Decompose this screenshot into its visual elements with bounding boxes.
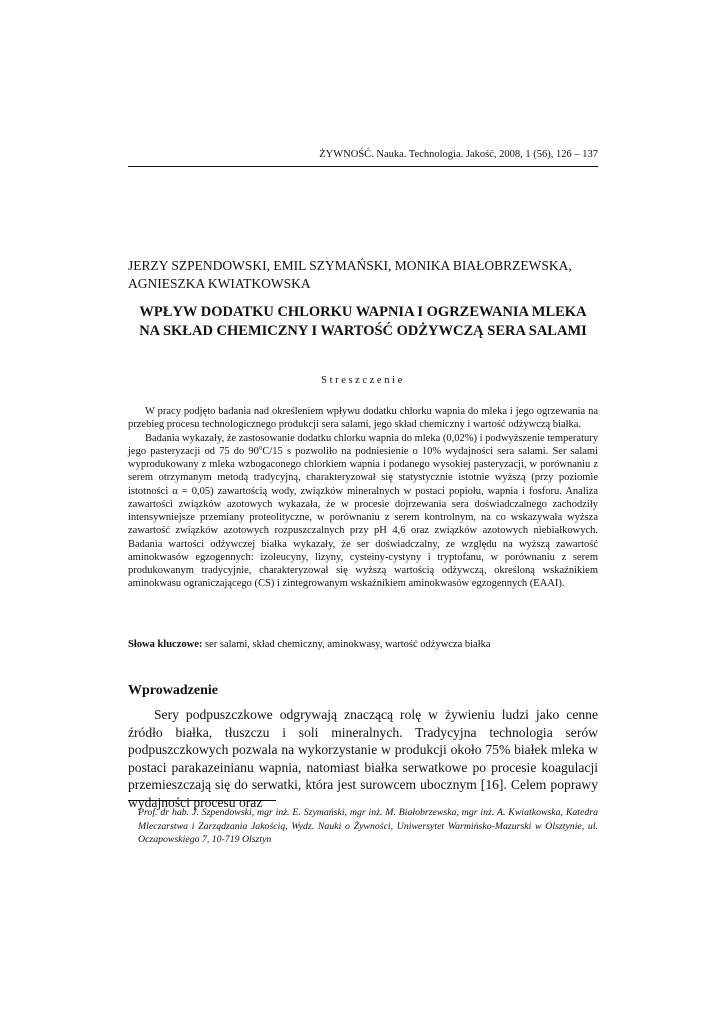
header-rule <box>128 166 598 167</box>
degree-superscript: o <box>258 443 263 452</box>
abstract-paragraph-2 <box>128 432 598 591</box>
title-line-2: NA SKŁAD CHEMICZNY I WARTOŚĆ ODŻYWCZĄ SERA SALAMI <box>139 323 587 339</box>
abstract-paragraph-1: W pracy podjęto badania nad określeniem wpływu dodatku chlorku wapnia do mleka i jego ogrzewania na przebieg procesu technologicznego produkcji sera salami, jego skład chemiczny i wartość odżywczą białka. <box>128 406 598 431</box>
introduction-paragraph-1: Sery podpuszczkowe odgrywają znaczącą rolę w żywieniu ludzi jako cenne źródło białka, tłuszczu i soli mineralnych. Tradycyjna technologia serów podpuszczkowych pozwala na wykorzystanie w produkcji około 75% białek mleka w postaci parakazeinianu wapnia, natomiast białka serwatkowe po procesie koagulacji przemieszczają się do serwatki, która jest surowcem ubocznym [16]. Celem poprawy wydajności procesu oraz <box>128 707 598 810</box>
title-line-1: WPŁYW DODATKU CHLORKU WAPNIA I OGRZEWANIA MLEKA <box>139 304 587 320</box>
authors-line-2: AGNIESZKA KWIATKOWSKA <box>128 275 311 291</box>
authors-line-1: JERZY SZPENDOWSKI, EMIL SZYMAŃSKI, MONIKA BIAŁOBRZEWSKA, <box>128 258 572 273</box>
article-title <box>118 303 608 341</box>
introduction-body <box>128 706 598 812</box>
author-list <box>128 257 598 292</box>
abstract-heading: Streszczenie <box>321 375 405 386</box>
abstract-paragraph-2-part-1: Badania wykazały, że zastosowanie dodatku chlorku wapnia do mleka (0,02%) i podwyższenie temperatury jego pasteryzacji od 75 do 90 <box>128 432 598 457</box>
journal-running-head: ŻYWNOŚĆ. Nauka. Technologia. Jakość, 2008, 1 (56), 126 – 137 <box>319 149 598 160</box>
keywords <box>128 638 598 651</box>
author-affiliation-footnote: Prof. dr hab. J. Szpendowski, mgr inż. E. Szymański, mgr inż. M. Białobrzewska, mgr inż. A. Kwiatkowska, Katedra Mleczarstwa i Zarządzania Jakością, Wydz. Nauki o Żywności, Uniwersytet Warmińsko-Mazurski w Olsztynie, ul. Oczapowskiego 7, 10-719 Olsztyn <box>138 807 598 845</box>
keywords-label: Słowa kluczowe: <box>128 639 203 650</box>
keywords-text: ser salami, skład chemiczny, aminokwasy, wartość odżywcza białka <box>202 639 491 650</box>
abstract-paragraph-2-part-2: C/15 s pozwoliło na podniesienie o 10% wydajności sera salami. Ser salami wyprodukowany z mleka wzbogaconego chlorkiem wapnia i podanego wysokiej pasteryzacji, w porównaniu z serem otrzymanym metodą tradycyjną, charakteryzował się statystycznie istotnie wyższą (przy poziomie istotności α = 0,05) zawartością wody, związków mineralnych w postaci popiołu, wapnia i fosforu. Analiza zawartości związków azotowych wykazała, że w procesie dojrzewania sera doświadczalnego zachodziły intensywniejsze przemiany proteolityczne, w porównaniu z serem kontrolnym, na co wskazywała wyższa zawartość związków azotowych rozpuszczalnych przy pH 4,6 oraz związków azotowych niebiałkowych. Badania wartości odżywczej białka wykazały, że ser doświadczalny, ze względu na wyższą zawartość aminokwasów egzogennych: izoleucyny, lizyny, cysteiny-cystyny i tryptofanu, w porównaniu z serem produkowanym tradycyjnie, charakteryzował się wyższą wartością odżywczą, określoną wskaźnikiem aminokwasu ograniczającego (CS) i zintegrowanym wskaźnikiem aminokwasów egzogennych (EAAI). <box>128 445 598 590</box>
footnote-rule <box>128 800 276 801</box>
abstract-body <box>128 405 598 591</box>
section-heading-introduction: Wprowadzenie <box>128 683 218 698</box>
